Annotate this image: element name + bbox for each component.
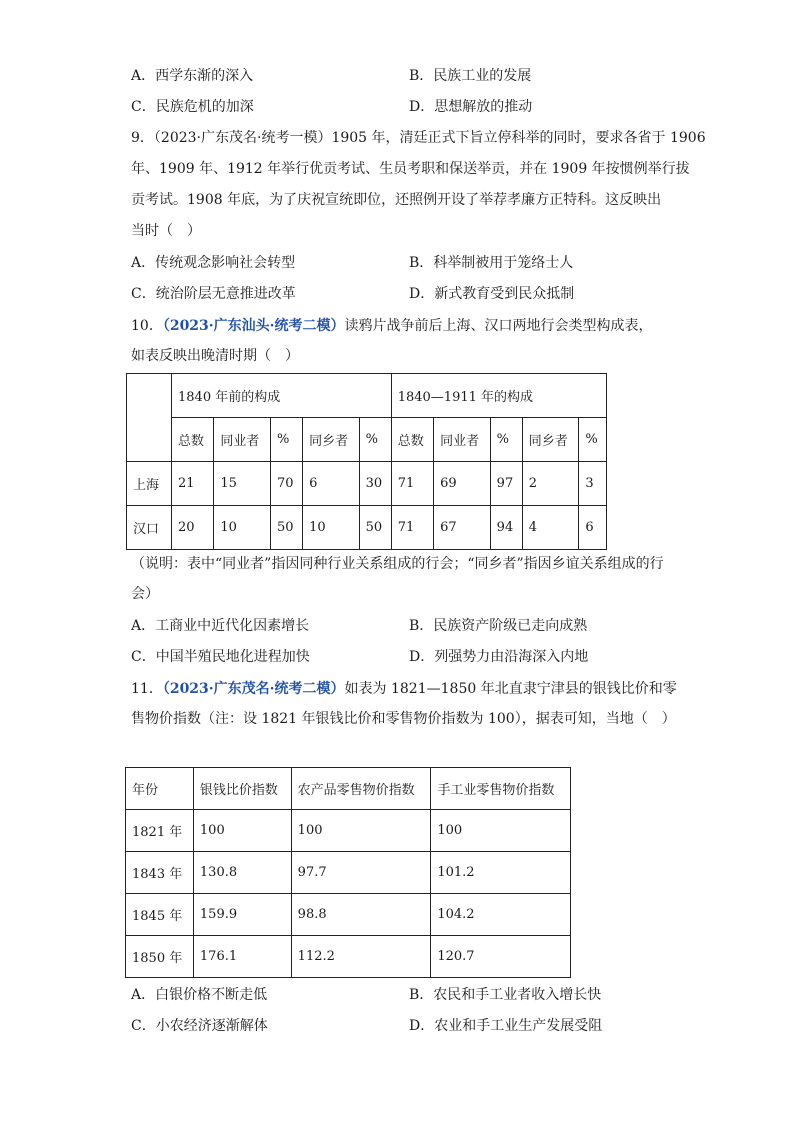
table-cell: 10 bbox=[214, 506, 271, 550]
q8-option-b: B．民族工业的发展 bbox=[409, 68, 532, 84]
table-cell: 3 bbox=[579, 462, 607, 506]
table-cell: 70 bbox=[270, 462, 302, 506]
table-cell: 1845 年 bbox=[126, 894, 194, 936]
q10-source: （2023·广东汕头·统考二模） bbox=[162, 318, 345, 334]
q10-option-b: B．民族资产阶级已走向成熟 bbox=[409, 618, 588, 634]
table-cell: 104.2 bbox=[431, 894, 571, 936]
table-cell: 69 bbox=[434, 462, 491, 506]
q11-number: 11． bbox=[131, 681, 163, 697]
sub-header-cell: % bbox=[490, 418, 522, 462]
q10-option-a: A．工商业中近代化因素增长 bbox=[131, 618, 310, 634]
q10-note-line-1: （说明：表中“同业者”指因同种行业关系组成的行会；“同乡者”指因乡谊关系组成的行 bbox=[131, 556, 664, 572]
table-row bbox=[126, 768, 571, 810]
table-cell: 2 bbox=[522, 462, 579, 506]
q10-stem-line-2: 如表反映出晚清时期（ ） bbox=[131, 348, 299, 364]
sub-header-cell: % bbox=[579, 418, 607, 462]
q11-option-d: D．农业和手工业生产发展受阻 bbox=[409, 1018, 603, 1034]
table-cell: 6 bbox=[303, 462, 360, 506]
q11-stem-line-1 bbox=[131, 679, 677, 699]
sub-header-cell: 同乡者 bbox=[303, 418, 360, 462]
sub-header-cell: 同业者 bbox=[434, 418, 491, 462]
q11-option-a: A．白银价格不断走低 bbox=[131, 987, 268, 1003]
q9-stem-line-1 bbox=[131, 128, 706, 148]
q9-stem-line-4: 当时（ ） bbox=[131, 223, 201, 239]
table-cell: 159.9 bbox=[193, 894, 291, 936]
table-cell: 1850 年 bbox=[126, 936, 194, 978]
table-cell: 71 bbox=[391, 462, 433, 506]
guild-composition-table bbox=[126, 373, 607, 550]
sub-header-cell: 同乡者 bbox=[522, 418, 579, 462]
q9-stem-text: 1905 年，清廷正式下旨立停科举的同时，要求各省于 1906 bbox=[331, 130, 706, 146]
table-cell: 15 bbox=[214, 462, 271, 506]
table-cell: 130.8 bbox=[193, 852, 291, 894]
q9-stem-line-3: 贡考试。1908 年底，为了庆祝宣统即位，还照例开设了举荐孝廉方正特科。这反映出 bbox=[131, 192, 662, 208]
q11-option-b: B．农民和手工业者收入增长快 bbox=[409, 987, 602, 1003]
table-cell: 50 bbox=[359, 506, 391, 550]
table-cell: 112.2 bbox=[291, 936, 431, 978]
q10-option-d: D．列强势力由沿海深入内地 bbox=[409, 649, 589, 665]
table-cell: 21 bbox=[172, 462, 214, 506]
price-index-table bbox=[125, 767, 571, 978]
table-cell: 1843 年 bbox=[126, 852, 194, 894]
table-cell: 97 bbox=[490, 462, 522, 506]
table-cell: 94 bbox=[490, 506, 522, 550]
row-label-cell: 汉口 bbox=[127, 506, 172, 550]
table-cell: 6 bbox=[579, 506, 607, 550]
table-row bbox=[127, 506, 607, 550]
table-cell: 4 bbox=[522, 506, 579, 550]
table-cell: 20 bbox=[172, 506, 214, 550]
q8-option-a: A．西学东渐的深入 bbox=[131, 68, 254, 84]
table-corner-cell bbox=[127, 374, 172, 462]
q11-stem-text: 如表为 1821—1850 年北直隶宁津县的银钱比价和零 bbox=[344, 681, 677, 697]
q9-source: （2023·广东茂名·统考一模） bbox=[153, 130, 332, 146]
q9-stem-line-2: 年、1909 年、1912 年举行优贡考试、生员考职和保送举贡，并在 1909 年按惯例举行拔 bbox=[131, 161, 690, 177]
table-row bbox=[126, 810, 571, 852]
table-row bbox=[126, 936, 571, 978]
table-row bbox=[126, 852, 571, 894]
table-cell: 98.8 bbox=[291, 894, 431, 936]
q10-stem-line-1 bbox=[131, 316, 653, 336]
table-cell: 101.2 bbox=[431, 852, 571, 894]
table-cell: 176.1 bbox=[193, 936, 291, 978]
table-cell: 100 bbox=[431, 810, 571, 852]
q9-option-b: B．科举制被用于笼络士人 bbox=[409, 255, 574, 271]
sub-header-cell: 同业者 bbox=[214, 418, 271, 462]
q8-option-c: C．民族危机的加深 bbox=[131, 99, 254, 115]
table-cell: 50 bbox=[270, 506, 302, 550]
q9-option-c: C．统治阶层无意推进改革 bbox=[131, 286, 296, 302]
table-cell: 1821 年 bbox=[126, 810, 194, 852]
table-cell: 10 bbox=[303, 506, 360, 550]
q11-source: （2023·广东茂名·统考二模） bbox=[162, 681, 345, 697]
table-cell: 100 bbox=[193, 810, 291, 852]
sub-header-cell: 总数 bbox=[172, 418, 214, 462]
sub-header-cell: 总数 bbox=[391, 418, 433, 462]
table-row bbox=[126, 894, 571, 936]
q11-stem-line-2: 售物价指数（注：设 1821 年银钱比价和零售物价指数为 100），据表可知，当地（ ） bbox=[131, 711, 676, 727]
header-cell: 手工业零售物价指数 bbox=[431, 768, 571, 810]
table-cell: 100 bbox=[291, 810, 431, 852]
row-label-cell: 上海 bbox=[127, 462, 172, 506]
table-row bbox=[127, 462, 607, 506]
table-cell: 67 bbox=[434, 506, 491, 550]
table-cell: 30 bbox=[359, 462, 391, 506]
table-cell: 97.7 bbox=[291, 852, 431, 894]
q10-number: 10． bbox=[131, 318, 163, 334]
q10-option-c: C．中国半殖民地化进程加快 bbox=[131, 649, 310, 665]
header-cell: 农产品零售物价指数 bbox=[291, 768, 431, 810]
sub-header-cell: % bbox=[359, 418, 391, 462]
table-row bbox=[127, 418, 607, 462]
group-header-before-1840: 1840 年前的构成 bbox=[172, 374, 392, 418]
sub-header-cell: % bbox=[270, 418, 302, 462]
table-cell: 120.7 bbox=[431, 936, 571, 978]
q8-option-d: D．思想解放的推动 bbox=[409, 99, 533, 115]
q10-note-line-2: 会） bbox=[131, 586, 159, 602]
group-header-1840-1911: 1840—1911 年的构成 bbox=[391, 374, 606, 418]
table-cell: 71 bbox=[391, 506, 433, 550]
table-row bbox=[127, 374, 607, 418]
q11-option-c: C．小农经济逐渐解体 bbox=[131, 1018, 268, 1034]
q9-option-a: A．传统观念影响社会转型 bbox=[131, 255, 296, 271]
q9-option-d: D．新式教育受到民众抵制 bbox=[409, 286, 575, 302]
q10-stem-text: 读鸦片战争前后上海、汉口两地行会类型构成表， bbox=[344, 318, 653, 334]
header-cell: 年份 bbox=[126, 768, 194, 810]
header-cell: 银钱比价指数 bbox=[193, 768, 291, 810]
q9-number: 9． bbox=[131, 130, 154, 146]
